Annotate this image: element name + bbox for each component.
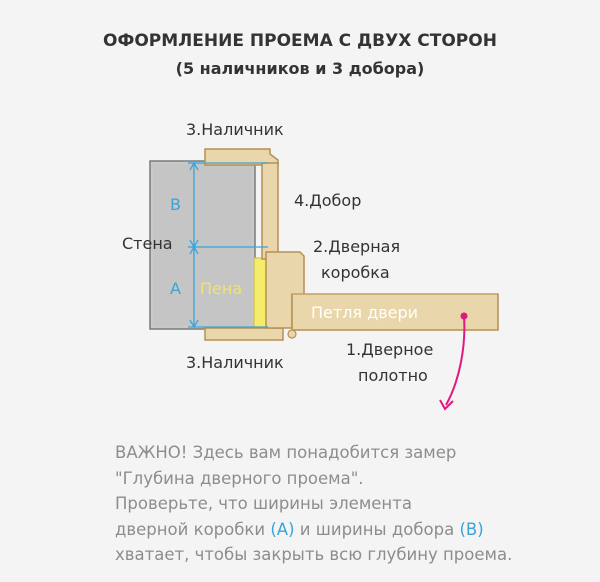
page-title: ОФОРМЛЕНИЕ ПРОЕМА С ДВУХ СТОРОН bbox=[103, 31, 497, 51]
note-line: "Глубина дверного проема". bbox=[115, 468, 364, 488]
note-ref-a: (A) bbox=[270, 519, 295, 539]
page-subtitle: (5 наличников и 3 добора) bbox=[175, 59, 425, 78]
note-line: ВАЖНО! Здесь вам понадобится замер bbox=[115, 443, 457, 462]
label-foam: Пена bbox=[200, 279, 243, 298]
foam-fill bbox=[254, 258, 266, 328]
note-text: дверной коробки bbox=[115, 519, 271, 539]
label-frame-line2: коробка bbox=[321, 263, 390, 282]
label-leaf-line2: полотно bbox=[358, 366, 428, 385]
label-dimension-a: A bbox=[170, 279, 181, 298]
note-text: и ширины добора bbox=[294, 519, 460, 539]
label-hinge: Петля двери bbox=[311, 303, 419, 322]
bottom-casing bbox=[205, 328, 283, 340]
label-casing-top: 3.Наличник bbox=[186, 120, 284, 139]
label-leaf-line1: 1.Дверное bbox=[346, 340, 434, 359]
note-ref-b: (B) bbox=[459, 519, 484, 539]
label-dimension-b: B bbox=[170, 195, 181, 214]
label-wall: Стена bbox=[122, 234, 173, 253]
hinge-pin bbox=[288, 330, 296, 338]
note-line bbox=[115, 517, 512, 543]
important-note bbox=[115, 440, 512, 568]
note-line: Проверьте, что ширины элемента bbox=[115, 494, 412, 513]
note-line: хватает, чтобы закрыть всю глубину проема. bbox=[115, 545, 513, 564]
label-frame-line1: 2.Дверная bbox=[313, 237, 401, 256]
extension-board bbox=[262, 163, 278, 259]
label-extension: 4.Добор bbox=[294, 191, 362, 210]
label-casing-bottom: 3.Наличник bbox=[186, 353, 284, 372]
